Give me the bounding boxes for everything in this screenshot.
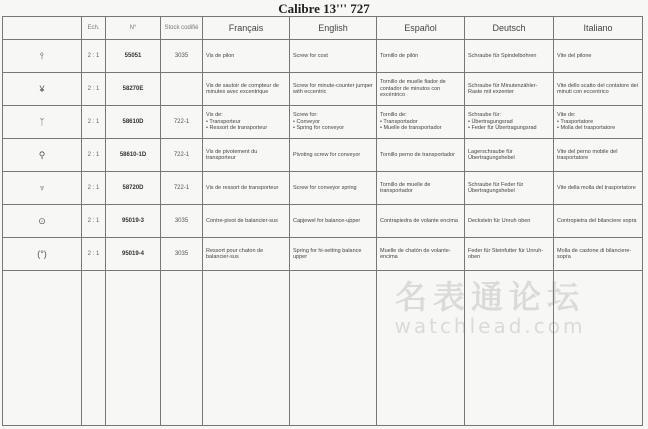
header-english: English — [290, 17, 377, 40]
description-line: transportador — [380, 188, 413, 194]
table-row — [3, 40, 643, 73]
description-line: Lagerschraube für — [468, 148, 513, 155]
empty-cell — [290, 271, 377, 426]
description-line: Screw for cost — [293, 52, 328, 59]
description-line: Vite della molla del trasportatore — [557, 184, 636, 191]
part-number: 58610-1D — [106, 139, 161, 172]
description-it — [554, 106, 643, 139]
table-row — [3, 106, 643, 139]
stock-code — [161, 73, 203, 106]
part-number: 55051 — [106, 40, 161, 73]
description-line: minutes avec excentrique — [206, 89, 269, 95]
description-line: Contre-pivot de balancier-sus — [206, 217, 278, 224]
empty-cell — [377, 271, 465, 426]
description-line: Übertragungshebel — [468, 188, 515, 194]
part-icon-cell — [3, 73, 82, 106]
description-line: balancier-sus — [206, 254, 239, 260]
empty-cell — [82, 271, 106, 426]
description-it — [554, 205, 643, 238]
description-line: contador de minutos con — [380, 85, 441, 92]
description-en — [290, 73, 377, 106]
description-es — [377, 238, 465, 271]
description-line: Deckstein für Unruh oben — [468, 217, 531, 224]
part-icon-cell — [3, 139, 82, 172]
description-fr — [203, 238, 290, 271]
description-fr — [203, 205, 290, 238]
parts-table — [2, 16, 643, 426]
empty-cell — [3, 271, 82, 426]
description-line: Contropietra del bilanciere sopra — [557, 217, 637, 224]
description-fr — [203, 40, 290, 73]
description-de — [465, 205, 554, 238]
description-line: Tornillo perno de transportador — [380, 151, 455, 158]
description-en — [290, 205, 377, 238]
stock-code: 722-1 — [161, 172, 203, 205]
header-german: Deutsch — [465, 17, 554, 40]
description-line: oben — [468, 254, 481, 260]
description-line: Spring for hi-setting balance — [293, 247, 362, 254]
description-line: • Muelle de transportador — [380, 125, 442, 132]
header-row — [3, 17, 643, 40]
empty-cell — [465, 271, 554, 426]
description-line: Feder für Steinfutter für Unruh- — [468, 247, 544, 254]
watermark-chinese: 名表通论坛 — [394, 278, 585, 316]
description-en — [290, 238, 377, 271]
description-line: Contrapiedra de volante encima — [380, 217, 458, 224]
header-icon — [3, 17, 82, 40]
pivot-screw-icon: ⚲ — [38, 149, 46, 160]
eccentric-screw-icon: ¥ — [39, 84, 45, 94]
description-line: Vite de: — [557, 112, 576, 119]
page-title: Calibre 13''' 727 — [278, 1, 370, 16]
description-line: Übertragungshebel — [468, 155, 515, 161]
empty-cell — [554, 271, 643, 426]
description-line: Vis de: — [206, 112, 223, 119]
description-de — [465, 73, 554, 106]
description-line: Pivoting screw for conveyor — [293, 151, 361, 158]
description-es — [377, 40, 465, 73]
description-line: Vite del pilone — [557, 52, 592, 59]
description-de — [465, 139, 554, 172]
description-es — [377, 205, 465, 238]
description-line: Capjewel for balance-upper — [293, 217, 361, 224]
description-line: Schraube für Feder für — [468, 181, 524, 188]
table-row — [3, 139, 643, 172]
table-row — [3, 73, 643, 106]
description-line: • Übertragungsrad — [468, 118, 513, 125]
table-row — [3, 238, 643, 271]
part-number: 58270E — [106, 73, 161, 106]
stock-code: 722-1 — [161, 106, 203, 139]
part-icon-cell — [3, 106, 82, 139]
header-ech: Ech. — [82, 17, 106, 40]
description-line: Screw for conveyor spring — [293, 184, 357, 191]
part-icon-cell — [3, 172, 82, 205]
description-line: Tornillo de muelle fiador de — [380, 79, 446, 86]
description-line: • Transporteur — [206, 118, 241, 125]
part-icon-cell — [3, 40, 82, 73]
description-line: with eccentric — [293, 89, 327, 95]
empty-cell — [161, 271, 203, 426]
header-stock: Stock codifié — [161, 17, 203, 40]
part-icon-cell — [3, 238, 82, 271]
description-fr — [203, 73, 290, 106]
description-line: Vis de ressort de transporteur — [206, 184, 279, 191]
description-line: Tornillo de pilón — [380, 52, 419, 59]
description-line: trasportatore — [557, 155, 589, 161]
description-de — [465, 238, 554, 271]
description-line: Vis de sautoir de compteur de — [206, 82, 279, 89]
description-fr — [203, 106, 290, 139]
stock-code: 722-1 — [161, 139, 203, 172]
part-number: 95019-3 — [106, 205, 161, 238]
description-line: Schraube für: — [468, 112, 502, 119]
scale-cell: 2 : 1 — [82, 106, 106, 139]
scale-cell: 2 : 1 — [82, 139, 106, 172]
description-en — [290, 139, 377, 172]
description-line: Molla de castone di bilanciere- — [557, 247, 632, 254]
stock-code: 3035 — [161, 205, 203, 238]
description-line: • Feder für Übertragungsrad — [468, 125, 537, 132]
description-de — [465, 106, 554, 139]
empty-row — [3, 271, 643, 426]
description-line: • Transportador — [380, 118, 418, 125]
description-fr — [203, 139, 290, 172]
description-line: Tornillo de muelle de — [380, 181, 431, 188]
header-spanish: Español — [377, 17, 465, 40]
description-line: upper — [293, 254, 308, 260]
description-it — [554, 172, 643, 205]
header-italian: Italiano — [554, 17, 643, 40]
description-line: • Spring for conveyor — [293, 125, 345, 132]
transmitter-screw-icon: ᛉ — [39, 117, 45, 127]
description-line: Raste mit exzenter — [468, 89, 514, 95]
description-line: Schraube für Spindelbohren — [468, 52, 537, 59]
scale-cell: 2 : 1 — [82, 205, 106, 238]
description-it — [554, 73, 643, 106]
description-line: sopra — [557, 254, 571, 260]
shock-spring-icon: (°) — [37, 249, 47, 259]
description-line: • Molla del trasportatore — [557, 125, 616, 132]
description-es — [377, 139, 465, 172]
stock-code: 3035 — [161, 40, 203, 73]
description-line: Schraube für Minutenzähler- — [468, 82, 538, 89]
scale-cell: 2 : 1 — [82, 40, 106, 73]
description-line: excéntrico — [380, 92, 406, 99]
watermark-url: watchlead.com — [394, 314, 586, 338]
description-es — [377, 73, 465, 106]
part-number: 58720D — [106, 172, 161, 205]
screw-icon: ⫯ — [40, 50, 44, 61]
empty-cell — [203, 271, 290, 426]
part-number: 58610D — [106, 106, 161, 139]
empty-cell — [106, 271, 161, 426]
stock-code: 3035 — [161, 238, 203, 271]
description-line: Muelle de chatón de volante- — [380, 247, 451, 254]
description-es — [377, 106, 465, 139]
description-de — [465, 40, 554, 73]
header-french: Français — [203, 17, 290, 40]
description-line: Vite dello scatto del contatore dei — [557, 82, 638, 89]
scale-cell: 2 : 1 — [82, 73, 106, 106]
description-line: Screw for: — [293, 112, 318, 119]
table-row — [3, 205, 643, 238]
endstone-icon: ⊙ — [38, 215, 46, 226]
scale-cell: 2 : 1 — [82, 172, 106, 205]
description-line: Ressort pour chaton de — [206, 247, 264, 254]
table-row — [3, 172, 643, 205]
description-es — [377, 172, 465, 205]
description-fr — [203, 172, 290, 205]
header-num: N° — [106, 17, 161, 40]
description-line: Vis de pivotement du — [206, 148, 258, 155]
parts-table-body — [3, 40, 643, 426]
scale-cell: 2 : 1 — [82, 238, 106, 271]
description-it — [554, 238, 643, 271]
part-number: 95019-4 — [106, 238, 161, 271]
description-en — [290, 40, 377, 73]
description-line: • Ressort de transporteur — [206, 125, 268, 132]
part-icon-cell — [3, 205, 82, 238]
spring-screw-icon: ♆ — [38, 183, 46, 193]
description-it — [554, 40, 643, 73]
description-line: encima — [380, 254, 398, 260]
description-line: Tornillo de: — [380, 112, 407, 119]
description-line: Vite del perno mobile del — [557, 148, 618, 155]
description-line: • Conveyor — [293, 118, 320, 125]
description-it — [554, 139, 643, 172]
description-line: Vis de pilon — [206, 52, 235, 59]
description-line: transporteur — [206, 155, 236, 161]
description-de — [465, 172, 554, 205]
description-line: minuti con eccentrico — [557, 89, 609, 95]
description-line: Screw for minute-counter jumper — [293, 82, 373, 89]
description-line: • Trasportatore — [557, 118, 594, 125]
description-en — [290, 172, 377, 205]
description-en — [290, 106, 377, 139]
